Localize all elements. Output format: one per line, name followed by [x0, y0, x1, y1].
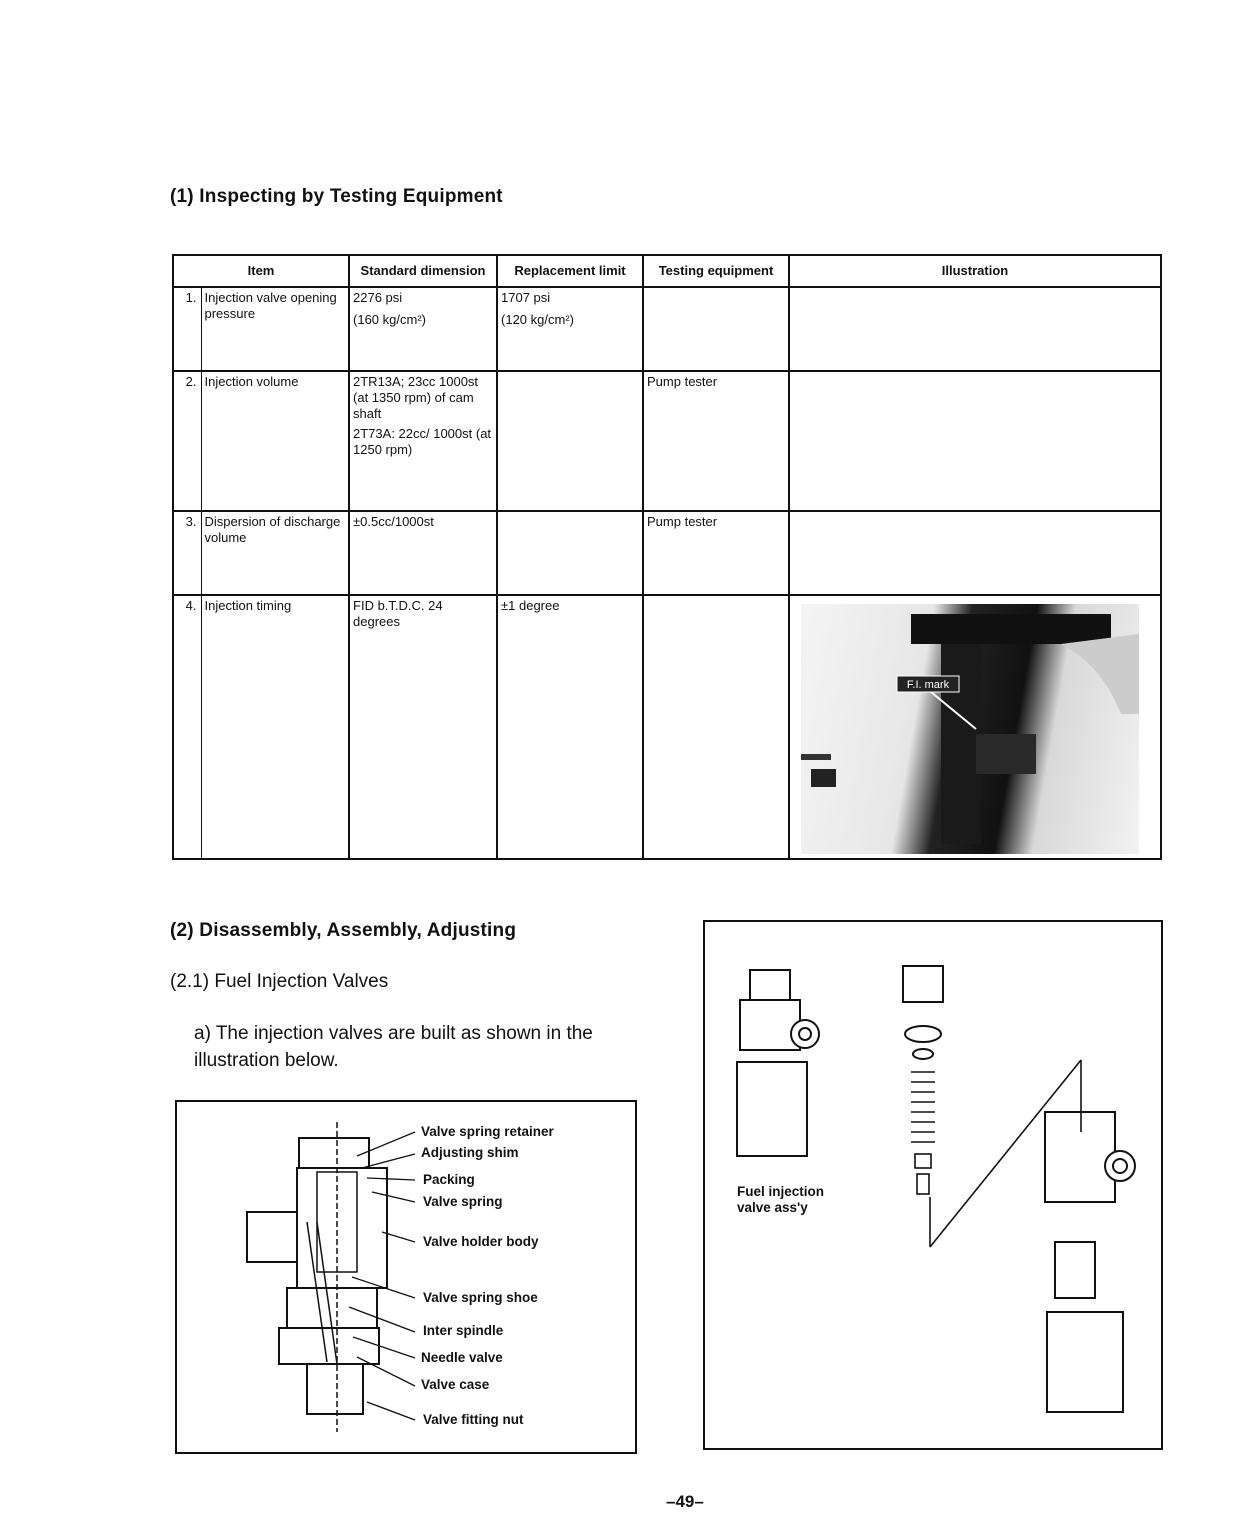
photo-mark-label: F.I. mark: [906, 679, 950, 691]
row-number: 3.: [173, 511, 201, 595]
standard-value-metric: (160 kg/cm²): [353, 312, 426, 327]
label-adjusting-shim: Adjusting shim: [421, 1145, 519, 1160]
row-item: Injection timing: [201, 595, 349, 859]
row-equipment: Pump tester: [643, 371, 789, 511]
page-number: –49–: [666, 1492, 704, 1511]
label-valve-spring: Valve spring: [423, 1194, 503, 1209]
header-item: Item: [173, 255, 349, 287]
header-equipment: Testing equipment: [643, 255, 789, 287]
section-2-title: (2) Disassembly, Assembly, Adjusting: [170, 920, 517, 941]
label-valve-spring-shoe: Valve spring shoe: [423, 1290, 538, 1305]
label-valve-spring-retainer: Valve spring retainer: [421, 1124, 554, 1139]
table-row: [173, 287, 1161, 371]
label-packing: Packing: [423, 1172, 475, 1187]
row-equipment: Pump tester: [643, 511, 789, 595]
row-limit: [497, 371, 643, 511]
standard-value: 2276 psi: [353, 290, 403, 305]
row-limit: [497, 287, 643, 371]
limit-value-metric: (120 kg/cm²): [501, 312, 574, 327]
label-valve-case: Valve case: [421, 1377, 490, 1392]
label-fuel-injection-valve-assy: Fuel injection valve ass'y: [737, 1184, 825, 1215]
injection-timing-photo: [801, 604, 1139, 854]
row-standard: FID b.T.D.C. 24 degrees: [349, 595, 497, 859]
standard-value-2: 2T73A: 22cc/ 1000st (at 1250 rpm): [353, 426, 492, 457]
row-standard: [349, 287, 497, 371]
header-limit: Replacement limit: [497, 255, 643, 287]
row-illustration: [789, 595, 1161, 859]
cross-section-figure: [175, 1100, 637, 1454]
header-illustration: Illustration: [789, 255, 1161, 287]
exploded-view-figure: [703, 920, 1163, 1450]
injection-valve-cross-section-icon: [177, 1102, 635, 1452]
intro-paragraph: a) The injection valves are built as shown in the illustration below.: [194, 1023, 593, 1071]
subsection-title: (2.1) Fuel Injection Valves: [170, 971, 389, 992]
header-standard: Standard dimension: [349, 255, 497, 287]
photo-detail-icon: [801, 604, 1139, 854]
label-valve-holder-body: Valve holder body: [423, 1234, 539, 1249]
label-needle-valve: Needle valve: [421, 1350, 503, 1365]
row-standard: [349, 371, 497, 511]
limit-value: 1707 psi: [501, 290, 551, 305]
row-number: 1.: [173, 287, 201, 371]
row-number: 4.: [173, 595, 201, 859]
row-limit: [497, 511, 643, 595]
inspection-table: [172, 254, 1162, 860]
table-row: [173, 511, 1161, 595]
standard-value: 2TR13A; 23cc 1000st (at 1350 rpm) of cam shaft: [353, 374, 479, 421]
row-illustration: [789, 511, 1161, 595]
row-equipment: [643, 595, 789, 859]
row-limit: ±1 degree: [497, 595, 643, 859]
row-number: 2.: [173, 371, 201, 511]
table-row: [173, 595, 1161, 859]
row-item: Injection valve opening pressure: [201, 287, 349, 371]
row-standard: ±0.5cc/1000st: [349, 511, 497, 595]
row-item: Dispersion of discharge volume: [201, 511, 349, 595]
table-header-row: [173, 255, 1161, 287]
row-equipment: [643, 287, 789, 371]
row-illustration: [789, 371, 1161, 511]
section-1-title: (1) Inspecting by Testing Equipment: [170, 186, 503, 207]
table-row: [173, 371, 1161, 511]
row-item: Injection volume: [201, 371, 349, 511]
label-inter-spindle: Inter spindle: [423, 1323, 504, 1338]
label-valve-fitting-nut: Valve fitting nut: [423, 1412, 524, 1427]
row-illustration: [789, 287, 1161, 371]
